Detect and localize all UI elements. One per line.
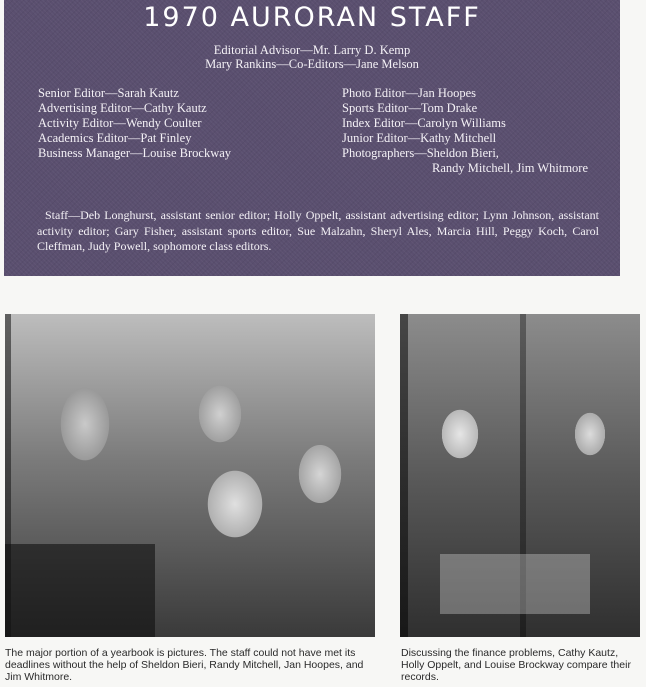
- camera-region: [5, 544, 155, 637]
- editor-entry: Academics Editor—Pat Finley: [38, 131, 192, 145]
- editorial-advisor: Editorial Advisor—Mr. Larry D. Kemp: [213, 43, 411, 57]
- editors-left-column: [38, 86, 231, 161]
- editor-entry: Senior Editor—Sarah Kautz: [38, 86, 179, 100]
- photo-caption-left: The major portion of a yearbook is pictures. The staff could not have met its deadlines without the help of Sheldon Bieri, Randy Mitchell, Jan Hoopes, and Jim Whitmore.: [5, 647, 364, 683]
- editor-entry: Advertising Editor—Cathy Kautz: [38, 101, 207, 115]
- staff-photo-right: [400, 314, 640, 637]
- editor-entry: Index Editor—Carolyn Williams: [342, 116, 506, 130]
- staff-paragraph: Staff—Deb Longhurst, assistant senior editor; Holly Oppelt, assistant advertising editor; Lynn Johnson, assistant activity editor; Gary Fisher, assistant sports editor, Sue Malzahn, Sheryl Ales, Marcia Hill, Peggy Koch, Carol Cleffman, Judy Powell, sophomore class editors.: [37, 208, 599, 253]
- co-editors: Mary Rankins—Co-Editors—Jane Melson: [205, 57, 419, 71]
- editor-entry: Photo Editor—Jan Hoopes: [342, 86, 477, 100]
- editor-entry-continuation: Randy Mitchell, Jim Whitmore: [432, 161, 588, 175]
- staff-photo-left: [5, 314, 375, 637]
- records-region: [440, 554, 590, 614]
- editor-entry: Photographers—Sheldon Bieri,: [342, 146, 499, 160]
- editor-entry: Sports Editor—Tom Drake: [342, 101, 478, 115]
- editor-entry: Business Manager—Louise Brockway: [38, 146, 232, 160]
- page-title: 1970 AURORAN STAFF: [143, 2, 481, 33]
- staff-header-panel: [4, 0, 620, 276]
- editors-right-column: [342, 86, 588, 176]
- editor-entry: Junior Editor—Kathy Mitchell: [342, 131, 497, 145]
- photo-caption-right: Discussing the finance problems, Cathy Kautz, Holly Oppelt, and Louise Brockway compare their records.: [401, 647, 631, 683]
- editor-entry: Activity Editor—Wendy Coulter: [38, 116, 202, 130]
